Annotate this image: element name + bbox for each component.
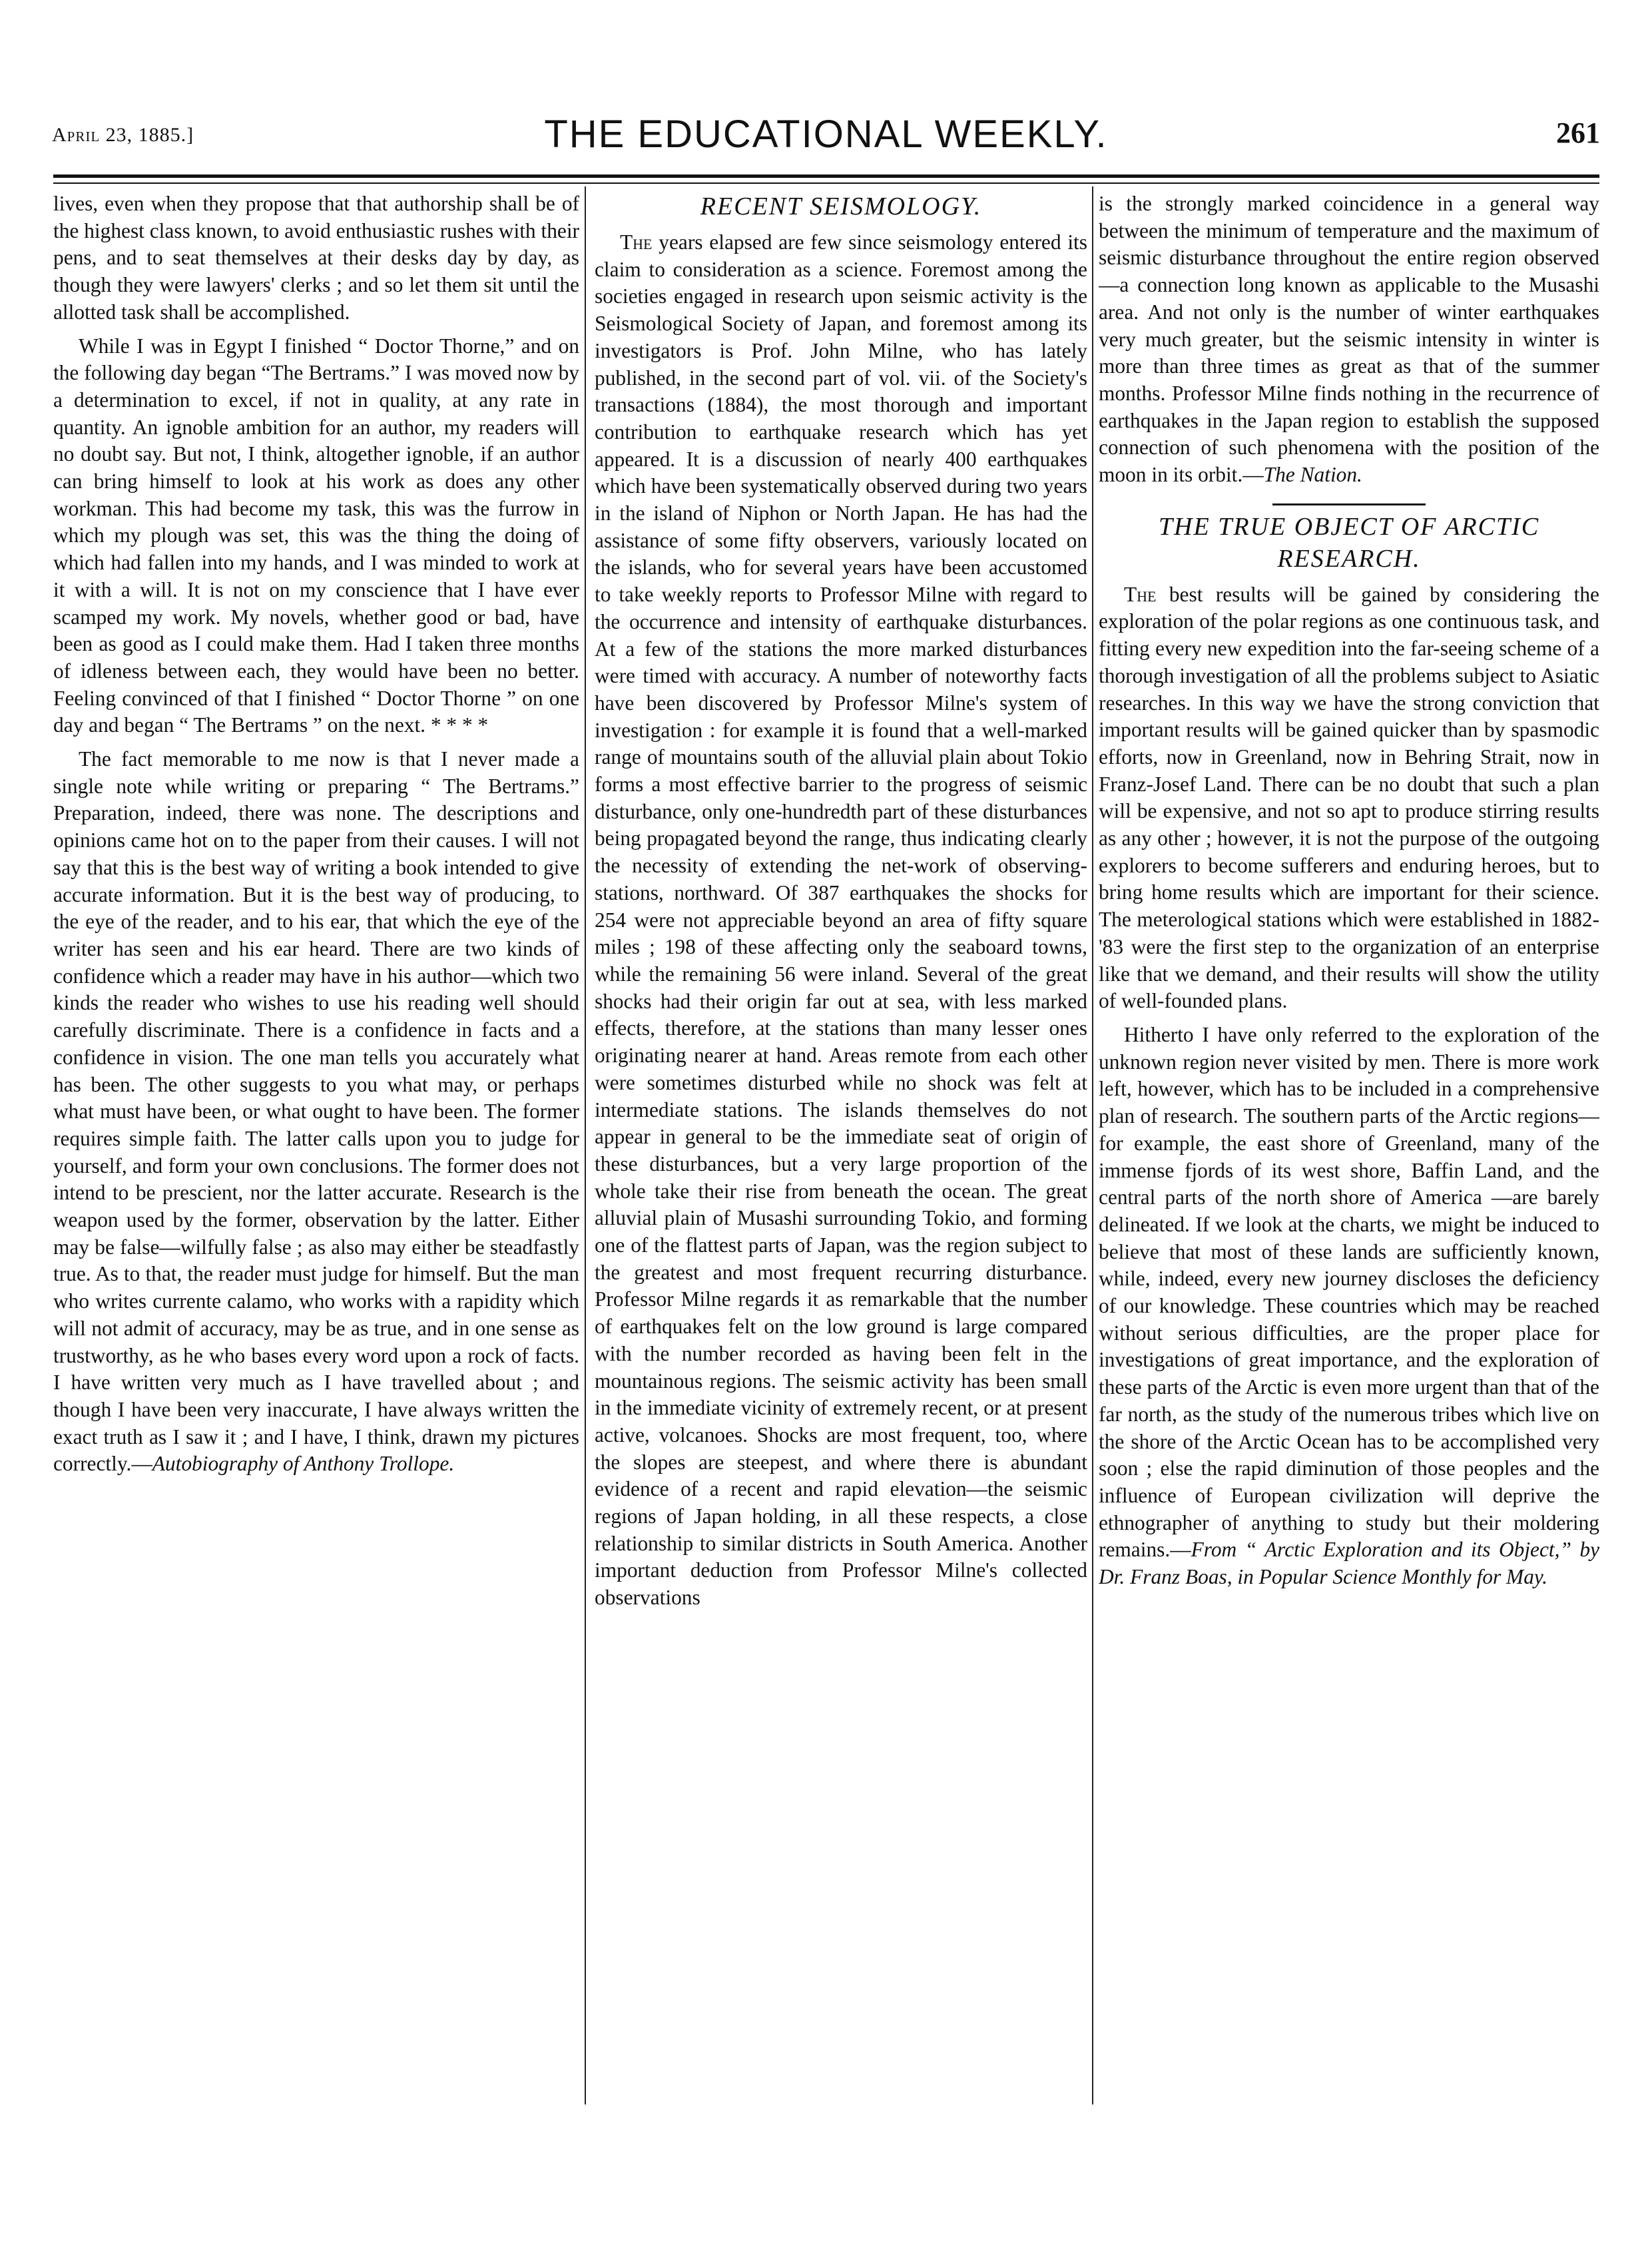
column-1	[53, 190, 579, 2102]
article-source: Autobiography of Anthony Trollope.	[152, 1452, 455, 1476]
header-rule-thick	[53, 174, 1599, 178]
column-3	[1099, 190, 1599, 2102]
lead-word: The	[620, 230, 653, 254]
article-source: The Nation.	[1263, 463, 1362, 487]
article-paragraph: lives, even when they propose that that authorship shall be of the highest class known, to avoid enthusiastic rushes with their pens, and to seat themselves at their desks day by day, as though they were lawyers' clerks ; and so let them sit until the allotted task shall be accomplished.	[53, 192, 579, 324]
publication-title: THE EDUCATIONAL WEEKLY.	[544, 113, 1108, 156]
header-rule-thin	[53, 182, 1599, 184]
column-2	[595, 190, 1087, 2102]
article-paragraph	[53, 746, 579, 1478]
article-divider	[1272, 503, 1426, 505]
article-source: From “ Arctic Exploration and its Object,” by Dr. Franz Boas, in Popular Science Monthly for May.	[1099, 1538, 1599, 1589]
paragraph-text: Hitherto I have only referred to the exploration of the unknown region never visited by men. There is more work left, however, which has to be included in a comprehensive plan of research. The southern parts of the Arctic regions—for example, the east shore of Greenland, many of the immense fjords of its west shore, Baffin Land, and the central parts of the north shore of America —are barely delineated. If we look at the charts, we might be induced to believe that most of these lands are sufficiently known, while, indeed, every new journey discloses the deficiency of our knowledge. These countries which may be reached without serious difficulties, are the proper place for investigations of great importance, and the exploration of these parts of the Arctic is even more urgent than that of the far north, as the study of the numerous tribes which live on the shore of the Arctic Ocean has to be accomplished very soon ; else the rapid diminution of those peoples and the influence of European civilization will deprive the ethnographer of anything to study but their moldering remains.—	[1099, 1022, 1599, 1562]
issue-date: April 23, 1885.]	[52, 124, 194, 146]
paragraph-text: years elapsed are few since seismology entered its claim to consideration as a science. Foremost among the societies engaged in research upon seismic activity is the Seismological Society of Japan, and foremost among its investigators is Prof. John Milne, who has lately published, in the second part of vol. vii. of the Society's transactions (1884), the most thorough and important contribution to earthquake research which has yet appeared. It is a discussion of nearly 400 earthquakes which have been systematically observed during two years in the island of Niphon or North Japan. He has had the assistance of some fifty observers, variously located on the islands, who for several years have been accustomed to take weekly reports to Professor Milne with regard to the occurrence and intensity of earthquake disturbances. At a few of the stations the more marked disturbances were timed with accuracy. A number of noteworthy facts have been discovered by Professor Milne's system of investigation : for example it is found that a well-marked range of mountains south of the alluvial plain about Tokio forms a most effective barrier to the progress of seismic disturbance, only one-hundredth part of these disturbances being propagated beyond the range, thus indicating clearly the necessity of extending the net-work of observing-stations, northward. Of 387 earthquakes the shocks for 254 were not appreciable beyond an area of fifty square miles ; 198 of these affecting only the seaboard towns, while the remaining 56 were inland. Several of the great shocks had their origin far out at sea, with less marked effects, therefore, at the stations than many lesser ones originating nearer at hand. Areas remote from each other were sometimes disturbed while no shock was felt at intermediate stations. The islands themselves do not appear in general to be the immediate seat of origin of these disturbances, but a very large proportion of the whole take their rise from beneath the ocean. The great alluvial plain of Musashi surrounding Tokio, and forming one of the flattest parts of Japan, was the region subject to the greatest and most frequent recurring disturbance. Professor Milne regards it as remarkable that the number of earthquakes felt on the low ground is large compared with the number recorded as having been felt in the mountainous regions. The seismic activity has been small in the immediate vicinity of extremely recent, or at present active, volcanoes. Shocks are most frequent, too, where the slopes are steepest, and where there is abundant evidence of a recent and rapid elevation—the seismic regions of Japan holding, in all these respects, a close relationship to similar districts in South America. Another important deduction from Professor Milne's collected observations	[595, 230, 1087, 1610]
article-paragraph	[1099, 1022, 1599, 1591]
column-divider-2	[1092, 186, 1093, 2104]
article-title-arctic: THE TRUE OBJECT OF ARCTIC RESEARCH.	[1158, 512, 1540, 573]
lead-word: The	[1124, 582, 1157, 606]
article-paragraph	[1099, 581, 1599, 1015]
column-divider-1	[585, 186, 586, 2104]
paragraph-text: The fact memorable to me now is that I never made a single note while writing or preparing “ The Bertrams.” Preparation, indeed, there was none. The descriptions and opinions came hot on to the paper from their causes. I will not say that this is the best way of writing a book intended to give accurate information. But it is the best way of producing, to the eye of the reader, and to his ear, that which the eye of the writer has seen and his ear heard. There are two kinds of confidence which a reader may have in his author—which two kinds the reader who wishes to use his reading well should carefully discriminate. There is a confidence in facts and a confidence in vision. The one man tells you accurately what has been. The other suggests to you what may, or perhaps what must have been, or what ought to have been. The former requires simple faith. The latter calls upon you to judge for yourself, and form your own conclusions. The former does not intend to be prescient, nor the latter accurate. Research is the weapon used by the former, observation by the latter. Either may be false—wilfully false ; as also may either be steadfastly true. As to that, the reader must judge for himself. But the man who writes currente calamo, who works with a rapidity which will not admit of accuracy, may be as true, and in one sense as trustworthy, as he who bases every word upon a rock of facts. I have written very much as I have travelled about ; and though I have been very inaccurate, I have always written the exact truth as I saw it ; and I have, I think, drawn my pictures correctly.—	[53, 747, 579, 1476]
paragraph-text: best results will be gained by considering the exploration of the polar regions as one continuous task, and fitting every new expedition into the far-seeing scheme of a thorough investigation of all the problems subject to Asiatic researches. In this way we have the strong conviction that important results will be gained quicker than by spasmodic efforts, now in Greenland, now in Behring Strait, now in Franz-Josef Land. There can be no doubt that such a plan will be expensive, and not so apt to produce stirring results as any other ; however, it is not the purpose of the outgoing explorers to become sufferers and enduring heroes, but to bring home results which are important for their science. The meterological stations which were established in 1882-'83 were the first step to the organization of an enterprise like that we demand, and their results will show the utility of well-founded plans.	[1099, 582, 1599, 1013]
page-number: 261	[1556, 117, 1600, 149]
paragraph-text: is the strongly marked coincidence in a general way between the minimum of temperature and the maximum of seismic disturbance throughout the entire region observed —a connection long known as applicable to the Musashi area. And not only is the number of winter earthquakes very much greater, but the seismic intensity in winter is more than three times as great as that of the summer months. Professor Milne finds nothing in the recurrence of earthquakes in the Japan region to establish the supposed connection of such phenomena with the position of the moon in its orbit.—	[1099, 192, 1599, 487]
article-paragraph	[1099, 190, 1599, 489]
article-paragraph: While I was in Egypt I finished “ Doctor Thorne,” and on the following day began “The Bertrams.” I was moved now by a determination to excel, if not in quality, at any rate in quantity. An ignoble ambition for an author, my readers will no doubt say. But not, I think, altogether ignoble, if an author can bring himself to look at his work as does any other workman. This had become my task, this was the furrow in which my plough was set, this was the thing the doing of which had fallen into my hands, and I was minded to work at it with a will. It is not on my conscience that I have ever scamped my work. My novels, whether good or bad, have been as good as I could make them. Had I taken three months of idleness between each, they would have been no better. Feeling convinced of that I finished “ Doctor Thorne ” on one day and began “ The Bertrams ” on the next. * * * *	[53, 334, 579, 737]
page-header	[52, 112, 1600, 159]
article-paragraph	[595, 229, 1087, 1612]
article-title-seismology: RECENT SEISMOLOGY.	[700, 192, 982, 220]
